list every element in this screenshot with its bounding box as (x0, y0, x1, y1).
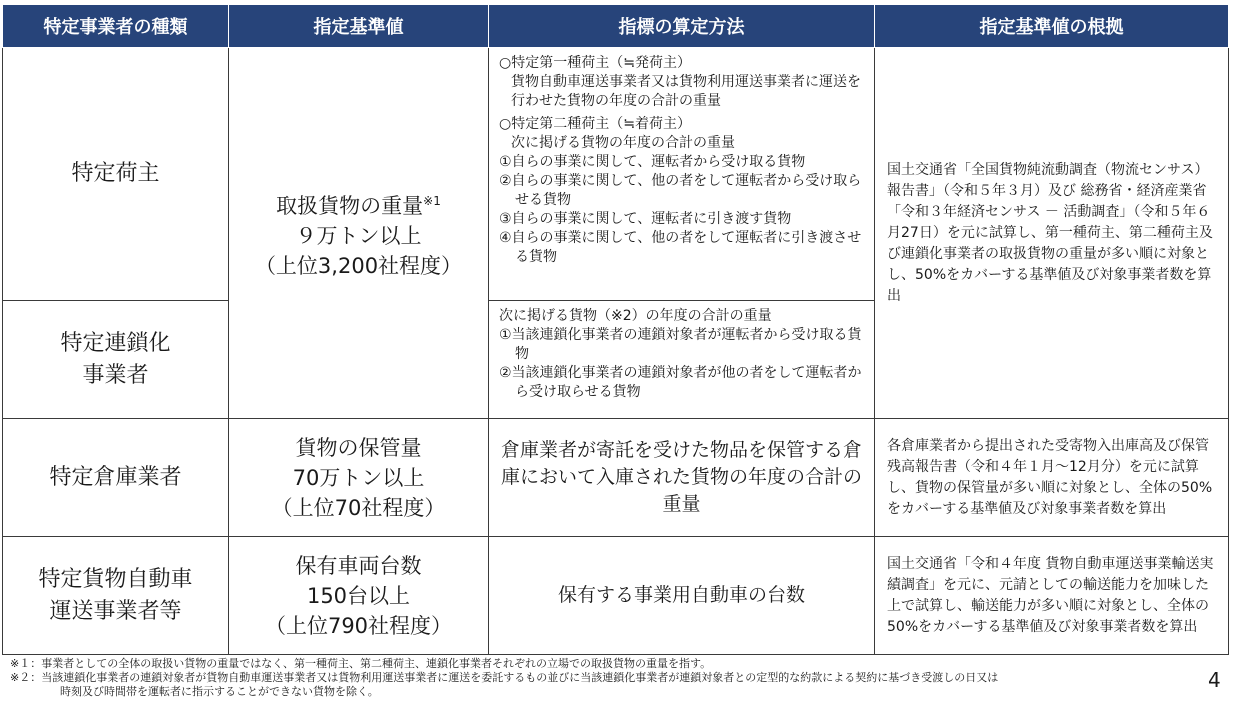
method-warehouse: 倉庫業者が寄託を受けた物品を保管する倉庫において入庫された貨物の年度の合計の重量 (489, 419, 875, 537)
footnotes (10, 657, 1190, 699)
footnote-2-continued: 時刻及び時間帯を運転者に指示することができない貨物を除く。 (60, 685, 379, 698)
type-specified-shipper: 特定荷主 (3, 48, 229, 301)
chain-method-head: 次に掲げる貨物（※2）の年度の合計の重量 (499, 308, 772, 324)
header-criterion: 指定基準値 (229, 5, 489, 48)
method-item: ①自らの事業に関して、運転者から受け取る貨物 (499, 154, 806, 170)
type-specified-chain-business (3, 301, 229, 419)
header-row (3, 5, 1229, 48)
chain-method-item: ②当該連鎖化事業者の連鎖対象者が他の者をして運転者から受け取らせる貨物 (499, 365, 862, 400)
footnote-2: ※２：当該連鎖化事業者の連鎖対象者が貨物自動車運送事業者又は貨物利用運送事業者に運送を委託するもの並びに当該連鎖化事業者が連鎖対象者との定型的な約款による契約に基づき受渡しの日又は (10, 671, 999, 684)
criterion-shipper-line3: （上位3,200社程度） (254, 253, 463, 278)
criterion-warehouse-line1: 貨物の保管量 (295, 435, 422, 460)
basis-trucking: 国土交通省「令和４年度 貨物自動車運送事業輸送実績調査」を元に、元請としての輸送能力を加味した上で試算し、輸送能力が多い順に対象とし、全体の50%をカバーする基準値及び対象事業者数を算出 (875, 537, 1229, 655)
method-first-head: ○特定第一種荷主（≒発荷主） (499, 55, 691, 71)
method-item: ③自らの事業に関して、運転者に引き渡す貨物 (499, 211, 792, 227)
method-shipper (489, 48, 875, 301)
criterion-trucking-line1: 保有車両台数 (295, 553, 422, 578)
table-row-shipper (3, 48, 1229, 301)
footnote-marker-1: ※1 (423, 193, 441, 208)
type-specified-warehouse: 特定倉庫業者 (3, 419, 229, 537)
header-basis: 指定基準値の根拠 (875, 5, 1229, 48)
page-number: 4 (1208, 668, 1221, 692)
criterion-trucking (229, 537, 489, 655)
table-row-trucking (3, 537, 1229, 655)
method-item: ④自らの事業に関して、他の者をして運転者に引き渡させる貨物 (499, 230, 862, 265)
method-chain (489, 301, 875, 419)
header-calculation-method: 指標の算定方法 (489, 5, 875, 48)
trucking-type-line2: 運送事業者等 (49, 598, 182, 624)
method-second-head: ○特定第二種荷主（≒着荷主） (499, 116, 691, 132)
criterion-trucking-line2: 150台以上 (306, 583, 411, 608)
footnote-1: ※１：事業者としての全体の取扱い貨物の重量ではなく、第一種荷主、第二種荷主、連鎖化事業者それぞれの立場での取扱貨物の重量を指す。 (10, 657, 712, 670)
basis-shipper: 国土交通省「全国貨物純流動調査（物流センサス）報告書」（令和５年３月）及び 総務省・経済産業省「令和３年経済センサス － 活動調査」（令和５年６月27日）を元に試算し、第一種荷主、第二種荷主及び連鎖化事業者の取扱貨物の重量が多い順に対象とし、50%をカバーする基準値及び対象事業者数を算出 (875, 48, 1229, 419)
criterion-warehouse-line2: 70万トン以上 (292, 465, 425, 490)
criterion-shipper-line1: 取扱貨物の重量 (276, 193, 424, 218)
criterion-shipper (229, 48, 489, 419)
chain-method-item: ①当該連鎖化事業者の連鎖対象者が運転者から受け取る貨物 (499, 327, 862, 362)
designation-criteria-table (2, 4, 1229, 655)
criterion-trucking-line3: （上位790社程度） (264, 613, 453, 638)
header-business-type: 特定事業者の種類 (3, 5, 229, 48)
criterion-warehouse-line3: （上位70社程度） (271, 495, 446, 520)
trucking-type-line1: 特定貨物自動車 (38, 566, 193, 592)
type-specified-trucking (3, 537, 229, 655)
criterion-warehouse (229, 419, 489, 537)
chain-type-line2: 事業者 (82, 362, 149, 388)
method-first-body: 貨物自動車運送事業者又は貨物利用運送事業者に運送を行わせた貨物の年度の合計の重量 (511, 74, 861, 109)
criterion-shipper-line2: ９万トン以上 (295, 223, 422, 248)
method-item: ②自らの事業に関して、他の者をして運転者から受け取らせる貨物 (499, 173, 862, 208)
basis-warehouse: 各倉庫業者から提出された受寄物入出庫高及び保管残高報告書（令和４年１月～12月分）を元に試算し、貨物の保管量が多い順に対象とし、全体の50%をカバーする基準値及び対象事業者数を算出 (875, 419, 1229, 537)
method-trucking: 保有する事業用自動車の台数 (489, 537, 875, 655)
table-row-warehouse (3, 419, 1229, 537)
chain-type-line1: 特定連鎖化 (60, 330, 171, 356)
method-second-body: 次に掲げる貨物の年度の合計の重量 (511, 135, 735, 151)
